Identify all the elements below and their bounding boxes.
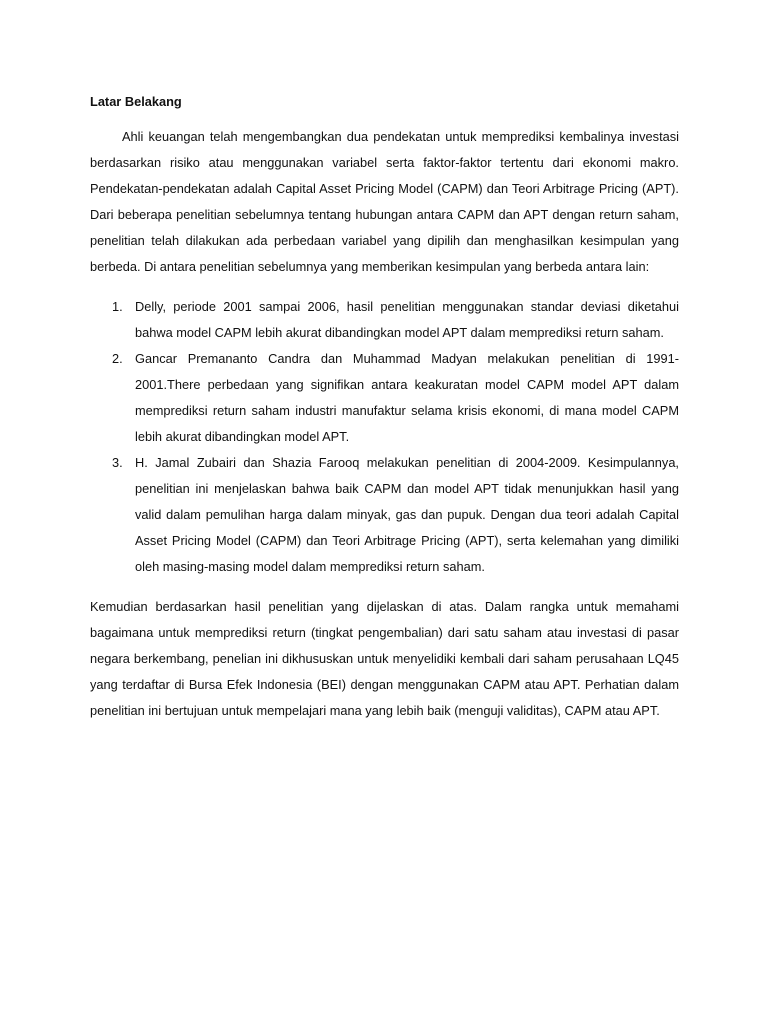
list-item [90, 294, 679, 346]
document-page [90, 90, 679, 732]
list-item-text: Gancar Premananto Candra dan Muhammad Madyan melakukan penelitian di 1991-2001.There perbedaan yang signifikan antara keakuratan model CAPM model APT dalam memprediksi return saham industri manufaktur selama krisis ekonomi, di mana model CAPM lebih akurat dibandingkan model APT. [135, 351, 679, 444]
numbered-list [90, 294, 679, 580]
intro-paragraph: Ahli keuangan telah mengembangkan dua pendekatan untuk memprediksi kembalinya investasi berdasarkan risiko atau menggunakan variabel serta faktor-faktor tertentu dari ekonomi makro. Pendekatan-pendekatan adalah Capital Asset Pricing Model (CAPM) dan Teori Arbitrage Pricing (APT). Dari beberapa penelitian sebelumnya tentang hubungan antara CAPM dan APT dengan return saham, penelitian telah dilakukan ada perbedaan variabel yang dipilih dan menghasilkan kesimpulan yang berbeda. Di antara penelitian sebelumnya yang memberikan kesimpulan yang berbeda antara lain: [90, 129, 679, 274]
list-item [90, 346, 679, 450]
list-item-text: Delly, periode 2001 sampai 2006, hasil penelitian menggunakan standar deviasi diketahui bahwa model CAPM lebih akurat dibandingkan model APT dalam memprediksi return saham. [135, 299, 679, 340]
list-item-text: H. Jamal Zubairi dan Shazia Farooq melakukan penelitian di 2004-2009. Kesimpulannya, penelitian ini menjelaskan bahwa baik CAPM dan model APT tidak menunjukkan hasil yang valid dalam pemulihan harga dalam minyak, gas dan pupuk. Dengan dua teori adalah Capital Asset Pricing Model (CAPM) dan Teori Arbitrage Pricing (APT), serta kelemahan yang dimiliki oleh masing-masing model dalam memprediksi return saham. [135, 455, 679, 574]
section-heading: Latar Belakang [90, 94, 182, 109]
list-item-number: 2. [112, 351, 123, 366]
list-item [90, 450, 679, 580]
list-item-number: 3. [112, 455, 123, 470]
list-item-number: 1. [112, 299, 123, 314]
closing-paragraph: Kemudian berdasarkan hasil penelitian yang dijelaskan di atas. Dalam rangka untuk memahami bagaimana untuk memprediksi return (tingkat pengembalian) dari satu saham atau investasi di pasar negara berkembang, penelian ini dikhususkan untuk menyelidiki kembali dari saham perusahaan LQ45 yang terdaftar di Bursa Efek Indonesia (BEI) dengan menggunakan CAPM atau APT. Perhatian dalam penelitian ini bertujuan untuk mempelajari mana yang lebih baik (menguji validitas), CAPM atau APT. [90, 599, 679, 718]
